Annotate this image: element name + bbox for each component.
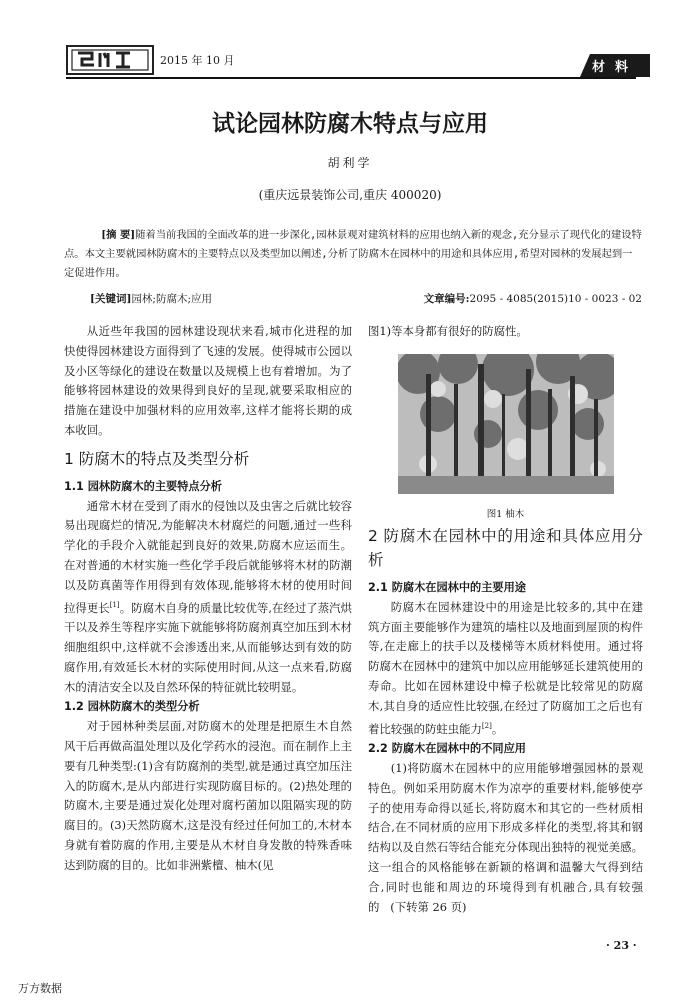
header-rule bbox=[66, 77, 636, 79]
section-1-1-heading: 1.1 园林防腐木的主要特点分析 bbox=[64, 479, 222, 493]
section-1-2-paragraph: 对于园林种类层面,对防腐木的处理是把原生木自然风干后再做高温处理以及化学药水的浸泡。而在制作上主要有几种类型:(1)含有防腐剂的类型,就是通过真空加压注入的防腐木,是从内部进行实现防腐目标的。(2)热处理的防腐木,主要是通过炭化处理对腐朽菌加以阻隔实现的防腐目的。(3)天然防腐木,这是没有经过任何加工的,木材本身就有着防腐的作用,主要是从木材自身发散的特殊香味达到防腐的目的。比如非洲紫檀、柚木(见 bbox=[64, 719, 352, 872]
right-column bbox=[368, 524, 643, 917]
keywords-label: [关键词] bbox=[90, 293, 132, 305]
author: 胡利学 bbox=[327, 156, 373, 170]
issue-date: 2015 年 10 月 bbox=[160, 54, 235, 67]
section-2-2-paragraph bbox=[368, 759, 643, 917]
section-2-1-heading: 2.1 防腐木在园林中的主要用途 bbox=[368, 581, 526, 594]
keywords bbox=[90, 291, 212, 306]
section-1-heading: 1 防腐木的特点及类型分析 bbox=[64, 449, 250, 468]
abstract-text: 随着当前我国的全面改革的进一步深化,园林景观对建筑材料的应用也纳入新的观念,充分显示了现代化的建设特点。本文主要就园林防腐木的主要特点以及类型加以阐述,分析了防腐木在园林中的用途和具体应用,希望对园林的发展起到一定促进作用。 bbox=[64, 229, 642, 279]
reference-1: [1] bbox=[109, 600, 120, 609]
section-label: 材料 bbox=[592, 60, 639, 75]
journal-logo bbox=[66, 44, 154, 76]
section-1-1-text: 通常木材在受到了雨水的侵蚀以及虫害之后就比较容易出现腐烂的情况,为能解决木材腐烂的问题,通过一些科学化的手段介入就能起到良好的效果,防腐木应运而生。在对普通的木材实施一些化学手段后就能够将木材的防潮以及防真菌等作用得到有效体现,能够将木材的使用时间拉得更长 bbox=[64, 498, 352, 615]
section-2-heading: 2 防腐木在园林中的用途和具体应用分析 bbox=[368, 527, 643, 569]
abstract bbox=[64, 226, 642, 283]
footer-watermark: 万方数据 bbox=[18, 982, 62, 995]
section-1-1-text-cont: 。防腐木自身的质量比较优等,在经过了蒸汽烘干以及养生等程序实施下就能够将防腐剂真空加压到木材细胞组织中,这样就不会渗透出来,从而能够达到有效的防腐作用,有效延长木材的实际使用时间,从这一点来看,防腐木的清洁安全以及自然环保的特征就比较明显。 bbox=[64, 600, 352, 694]
reference-2: [2] bbox=[481, 721, 492, 730]
abstract-label: [摘 要] bbox=[101, 229, 136, 241]
continued-note: (下转第 26 页) bbox=[390, 899, 467, 914]
left-column bbox=[64, 322, 352, 876]
affiliation: (重庆远景装饰公司,重庆 400020) bbox=[258, 188, 442, 202]
article-number-label: 文章编号: bbox=[423, 293, 470, 305]
section-2-2-heading: 2.2 防腐木在园林中的不同应用 bbox=[368, 742, 526, 756]
keywords-text: 园林;防腐木;应用 bbox=[131, 293, 213, 305]
article-title: 试论园林防腐木特点与应用 bbox=[212, 111, 488, 137]
figure-continuation: 图1)等本身都有很好的防腐性。 bbox=[368, 324, 528, 338]
page-number: · 23 · bbox=[606, 939, 637, 952]
intro-paragraph: 从近些年我国的园林建设现状来看,城市化进程的加快使得园林建设方面得到了飞速的发展。使得城市公园以及小区等绿化的建设在数量以及规模上也有着增加。为了能够将园林建设的效果得到良好的呈现,就要采取相应的措施在建设中加强材料的应用效率,这样才能将长期的成本收回。 bbox=[64, 324, 352, 437]
article-number bbox=[424, 291, 642, 306]
section-2-2-text: (1)将防腐木在园林中的应用能够增强园林的景观特色。例如采用防腐木作为凉亭的重要材料,能够使亭子的使用寿命得以延长,将防腐木和其它的一些材质相结合,在不同材质的应用下形成多样化的类型,将其和钢结构以及自然石等结合能充分体现出独特的视觉美感。这一组合的风格能够在新颖的格调和温馨大气得到结合,同时也能和周边的环境得到有机融合,具有较强的 bbox=[368, 760, 643, 914]
section-2-1-text-cont: 。 bbox=[491, 721, 504, 736]
right-column-top bbox=[368, 322, 643, 342]
article-number-value: 2095 - 4085(2015)10 - 0023 - 02 bbox=[469, 293, 642, 305]
figure-caption: 图1 柚木 bbox=[486, 509, 525, 520]
section-1-2-heading: 1.2 园林防腐木的类型分析 bbox=[64, 700, 200, 714]
section-2-1-paragraph bbox=[368, 598, 643, 739]
section-1-1-paragraph bbox=[64, 497, 352, 698]
teak-forest-photo bbox=[398, 354, 614, 494]
section-2-1-text: 防腐木在园林建设中的用途是比较多的,其中在建筑方面主要能够作为建筑的墙柱以及地面到屋顶的构件等,在走廊上的扶手以及楼梯等木质材料使用。通过将防腐木在园林中的建筑中加以应用能够延长建筑使用的寿命。比如在园林建设中樟子松就是比较常见的防腐木,其自身的适应性比较强,在经过了防腐加工之后也有着比较强的防蛀虫能力 bbox=[368, 599, 643, 736]
